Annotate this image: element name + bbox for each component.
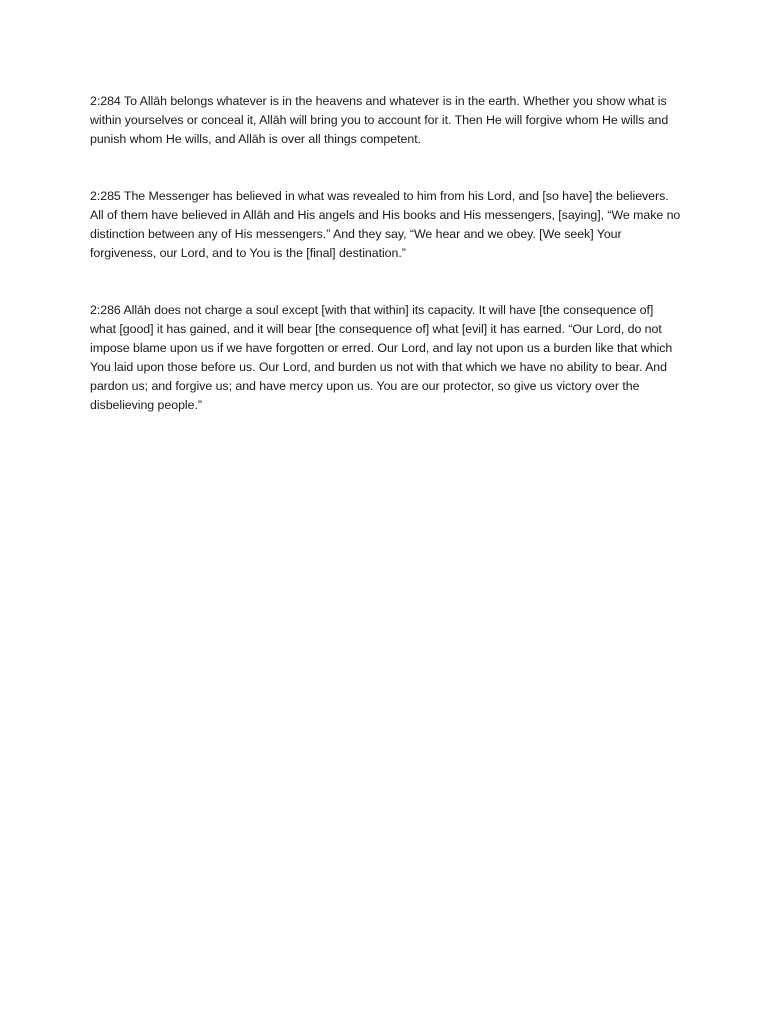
document-body [90,92,682,415]
verse-2-284: 2:284 To Allāh belongs whatever is in the heavens and whatever is in the earth. Whether you show what is within yourselves or conceal it, Allāh will bring you to account for it. Then He will forgive whom He wills and punish whom He wills, and Allāh is over all things competent. [90,94,669,146]
verse-2-286: 2:286 Allāh does not charge a soul except [with that within] its capacity. It will have [the consequence of] what [good] it has gained, and it will bear [the consequence of] what [evil] it has earned. “Our Lord, do not impose blame upon us if we have forgotten or erred. Our Lord, and lay not upon us a burden like that which You laid upon those before us. Our Lord, and burden us not with that which we have no ability to bear. And pardon us; and forgive us; and have mercy upon us. You are our protector, so give us victory over the disbelieving people.” [90,303,673,412]
verse-2-285: 2:285 The Messenger has believed in what was revealed to him from his Lord, and [so have] the believers. All of them have believed in Allāh and His angels and His books and His messengers, [saying], “We make no distinction between any of His messengers.” And they say, “We hear and we obey. [We seek] Your forgiveness, our Lord, and to You is the [final] destination.” [90,189,681,260]
